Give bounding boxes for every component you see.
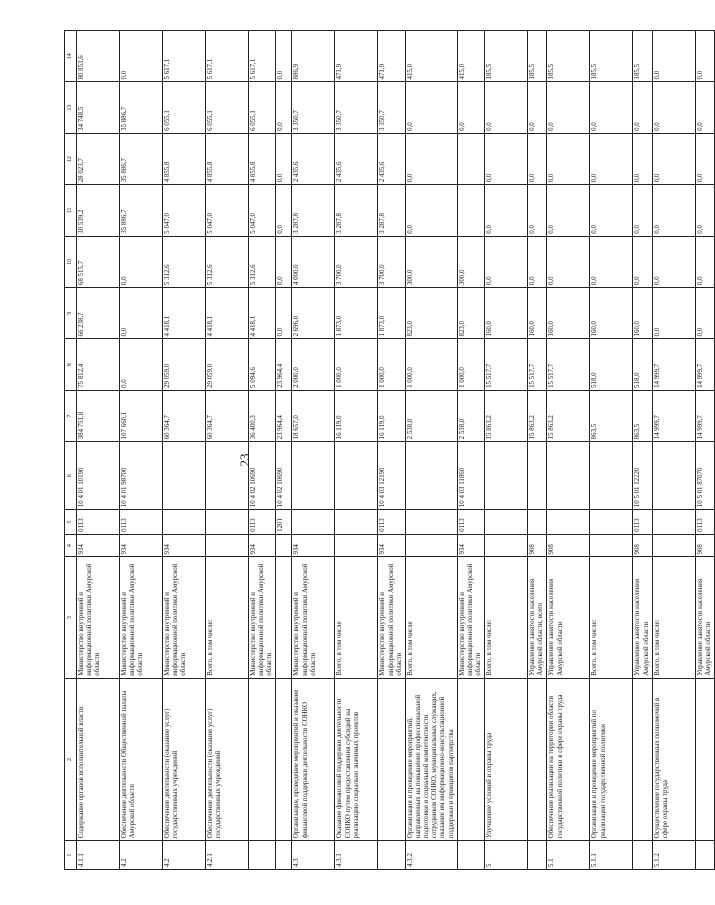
cell-v12: 4 855,8 — [163, 133, 206, 184]
cell-v12: 0,0 — [485, 133, 528, 184]
cell-name — [276, 678, 292, 840]
column-number-13: 13 — [65, 82, 77, 133]
cell-grbs: 908 — [695, 534, 714, 557]
column-number-8: 8 — [65, 339, 77, 390]
cell-grbs — [590, 534, 633, 557]
cell-v13: 0,0 — [457, 82, 484, 133]
cell-v14: 0,0 — [695, 31, 714, 82]
cell-v10: 3 700,0 — [335, 236, 378, 287]
cell-v7: 14 999,7 — [652, 390, 695, 441]
column-number-12: 12 — [65, 133, 77, 184]
cell-grbs: 908 — [528, 534, 547, 557]
budget-table-scan — [64, 30, 712, 870]
cell-v11: 5 047,0 — [249, 185, 276, 236]
cell-v8: 29 059,0 — [163, 339, 206, 390]
cell-csr: 10 4 01 98700 — [120, 442, 163, 510]
cell-name — [633, 678, 652, 840]
cell-grbs — [652, 534, 695, 557]
cell-v13: 6 055,1 — [249, 82, 276, 133]
cell-v11: 0,0 — [652, 185, 695, 236]
cell-id — [695, 841, 714, 870]
cell-name — [378, 678, 405, 840]
cell-v14: 0,0 — [120, 31, 163, 82]
cell-v14: 5 617,1 — [163, 31, 206, 82]
cell-v14: 5 617,1 — [206, 31, 249, 82]
cell-rzpr — [590, 510, 633, 535]
cell-v12: 35 886,7 — [120, 133, 163, 184]
cell-v12 — [457, 133, 484, 184]
rotated-table-container — [64, 30, 712, 870]
cell-grbs — [485, 534, 528, 557]
cell-v8: 15 517,7 — [485, 339, 528, 390]
cell-id — [633, 841, 652, 870]
cell-exec: Всего, в том числе: — [652, 557, 695, 678]
cell-rzpr — [206, 510, 249, 535]
cell-v14: 80 853,6 — [77, 31, 120, 82]
cell-name: Организация, проведение мероприятий и оказание финансовой поддержки деятельности СОНКО — [292, 678, 335, 840]
table-row — [77, 31, 120, 870]
cell-csr: 10 4 03 12190 — [378, 442, 405, 510]
cell-v12: 2 435,6 — [335, 133, 378, 184]
cell-v13: 0,0 — [633, 82, 652, 133]
cell-id — [528, 841, 547, 870]
cell-id: 4.3.1 — [335, 841, 378, 870]
cell-v11: 5 047,0 — [163, 185, 206, 236]
cell-v10: 0,0 — [590, 236, 633, 287]
cell-v10: 4 000,0 — [292, 236, 335, 287]
cell-grbs: 934 — [457, 534, 484, 557]
cell-id: 4.2 — [163, 841, 206, 870]
column-number-1: 1 — [65, 841, 77, 870]
cell-v8: 15 517,7 — [528, 339, 547, 390]
cell-v9: 66 238,7 — [77, 288, 120, 339]
cell-grbs — [276, 534, 292, 557]
cell-rzpr — [547, 510, 590, 535]
cell-name: Организация и проведение мероприятий по реализации государственной политики — [590, 678, 633, 840]
cell-v14: 185,5 — [633, 31, 652, 82]
cell-v9: 160,0 — [590, 288, 633, 339]
cell-csr: 10 5 01 12220 — [633, 442, 652, 510]
cell-v14: 0,0 — [652, 31, 695, 82]
cell-v14: 471,9 — [378, 31, 405, 82]
table-row — [292, 31, 335, 870]
cell-v9: 160,0 — [485, 288, 528, 339]
cell-rzpr — [335, 510, 378, 535]
cell-v7: 16 119,0 — [335, 390, 378, 441]
cell-v10: 0,0 — [547, 236, 590, 287]
cell-v11: 5 047,0 — [206, 185, 249, 236]
cell-v8: 1 000,0 — [378, 339, 405, 390]
cell-v7: 16 119,0 — [378, 390, 405, 441]
cell-v13: 3 350,7 — [378, 82, 405, 133]
cell-exec: Всего, в том числе — [405, 557, 457, 678]
table-row — [405, 31, 457, 870]
column-number-14: 14 — [65, 31, 77, 82]
cell-v11: 3 287,8 — [335, 185, 378, 236]
cell-v10: 0,0 — [695, 236, 714, 287]
cell-v9: 823,0 — [457, 288, 484, 339]
cell-v8: 75 812,4 — [77, 339, 120, 390]
cell-exec: Всего, в том числе: — [485, 557, 528, 678]
cell-rzpr: 0113 — [120, 510, 163, 535]
cell-csr — [547, 442, 590, 510]
cell-v13: 35 886,7 — [120, 82, 163, 133]
cell-grbs: 934 — [378, 534, 405, 557]
column-number-7: 7 — [65, 390, 77, 441]
cell-v12: 0,0 — [276, 133, 292, 184]
cell-v8: 2 000,0 — [292, 339, 335, 390]
cell-v7: 23 964,4 — [276, 390, 292, 441]
cell-grbs: 908 — [547, 534, 590, 557]
cell-v7: 15 863,2 — [547, 390, 590, 441]
cell-id — [249, 841, 276, 870]
cell-v12: 0,0 — [590, 133, 633, 184]
cell-v10: 0,0 — [120, 236, 163, 287]
cell-v11: 0,0 — [528, 185, 547, 236]
cell-csr — [292, 442, 335, 510]
cell-v13: 6 055,1 — [206, 82, 249, 133]
cell-exec: Министерство внутренней и информационной политики Амурской области — [249, 557, 276, 678]
cell-exec: Всего, в том числе: — [206, 557, 249, 678]
cell-v11: 0,0 — [590, 185, 633, 236]
cell-csr: 10 4 02 10690 — [249, 442, 276, 510]
cell-name: Обеспечение деятельности (оказание услуг) государственных учреждений — [163, 678, 206, 840]
cell-v8: 5 094,6 — [249, 339, 276, 390]
cell-v8: 29 059,0 — [206, 339, 249, 390]
cell-v9: 0,0 — [695, 288, 714, 339]
cell-v11: 35 886,7 — [120, 185, 163, 236]
cell-csr — [405, 442, 457, 510]
cell-id: 4.3 — [292, 841, 335, 870]
cell-csr — [528, 442, 547, 510]
cell-v10: 0,0 — [485, 236, 528, 287]
cell-grbs — [405, 534, 457, 557]
cell-name: Обеспечение деятельности (оказание услуг) государственных учреждений — [206, 678, 249, 840]
cell-grbs: 934 — [292, 534, 335, 557]
cell-v12: 2 435,6 — [378, 133, 405, 184]
cell-id — [457, 841, 484, 870]
cell-id: 4.2 — [120, 841, 163, 870]
cell-v9: 4 418,1 — [206, 288, 249, 339]
cell-v14: 886,9 — [292, 31, 335, 82]
cell-v12: 0,0 — [405, 133, 457, 184]
cell-v11: 0,0 — [276, 185, 292, 236]
cell-v10: 0,0 — [652, 236, 695, 287]
cell-v8: 518,0 — [633, 339, 652, 390]
cell-v8: 1 000,0 — [457, 339, 484, 390]
cell-v12: 2 435,6 — [292, 133, 335, 184]
table-row — [163, 31, 206, 870]
table-row — [276, 31, 292, 870]
cell-grbs: 908 — [633, 534, 652, 557]
cell-v14: 185,5 — [485, 31, 528, 82]
cell-exec: Министерство внутренней и информационной политики Амурской области — [378, 557, 405, 678]
cell-v12: 0,0 — [528, 133, 547, 184]
cell-grbs: 934 — [120, 534, 163, 557]
cell-v10: 0,0 — [276, 236, 292, 287]
cell-v7: 15 863,2 — [528, 390, 547, 441]
cell-v13: 0,0 — [590, 82, 633, 133]
cell-name — [695, 678, 714, 840]
cell-v14: 0,0 — [276, 31, 292, 82]
cell-rzpr: 1201 — [276, 510, 292, 535]
table-row — [633, 31, 652, 870]
cell-rzpr: 0113 — [378, 510, 405, 535]
cell-v11: 0,0 — [695, 185, 714, 236]
cell-csr: 10 5 01 87070 — [695, 442, 714, 510]
table-body — [77, 31, 715, 870]
cell-rzpr — [292, 510, 335, 535]
cell-v12: 4 855,8 — [206, 133, 249, 184]
cell-grbs: 934 — [249, 534, 276, 557]
cell-rzpr: 0113 — [633, 510, 652, 535]
cell-v7: 2 538,0 — [457, 390, 484, 441]
cell-v8: 518,0 — [590, 339, 633, 390]
cell-exec: Министерство внутренней и информационной политики Амурской области — [120, 557, 163, 678]
cell-v11: 30 539,2 — [77, 185, 120, 236]
cell-csr: 10 4 01 10190 — [77, 442, 120, 510]
cell-name: Осуществление государственных полномочий в сфере охраны труда — [652, 678, 695, 840]
cell-v12: 0,0 — [695, 133, 714, 184]
cell-v13: 0,0 — [695, 82, 714, 133]
page-number: 23 — [237, 453, 252, 467]
cell-exec — [276, 557, 292, 678]
cell-rzpr: 0113 — [457, 510, 484, 535]
cell-exec: Всего, в том числе: — [590, 557, 633, 678]
cell-v12: 0,0 — [633, 133, 652, 184]
table-row — [249, 31, 276, 870]
cell-csr — [206, 442, 249, 510]
cell-v14: 471,9 — [335, 31, 378, 82]
cell-v10: 300,0 — [457, 236, 484, 287]
cell-name — [528, 678, 547, 840]
cell-v7: 15 863,2 — [485, 390, 528, 441]
cell-v10: 68 515,7 — [77, 236, 120, 287]
cell-v11: 0,0 — [547, 185, 590, 236]
column-number-10: 10 — [65, 236, 77, 287]
column-number-9: 9 — [65, 288, 77, 339]
cell-id: 5.1 — [547, 841, 590, 870]
cell-csr — [163, 442, 206, 510]
cell-name: Улучшение условий и охраны труда — [485, 678, 528, 840]
cell-grbs: 934 — [77, 534, 120, 557]
column-number-4: 4 — [65, 534, 77, 557]
cell-v9: 160,0 — [547, 288, 590, 339]
cell-v8: 15 517,7 — [547, 339, 590, 390]
cell-v9: 2 696,0 — [292, 288, 335, 339]
table-row — [120, 31, 163, 870]
table-row — [547, 31, 590, 870]
cell-v8: 14 999,7 — [652, 339, 695, 390]
cell-name — [249, 678, 276, 840]
cell-csr — [485, 442, 528, 510]
cell-v7: 36 400,3 — [249, 390, 276, 441]
cell-v8: 1 000,0 — [405, 339, 457, 390]
cell-v13: 3 350,7 — [335, 82, 378, 133]
cell-rzpr: 0113 — [695, 510, 714, 535]
cell-exec: Министерство внутренней и информационной политики Амурской области — [77, 557, 120, 678]
cell-id: 4.3.2 — [405, 841, 457, 870]
cell-v9: 1 873,0 — [378, 288, 405, 339]
cell-v11: 0,0 — [405, 185, 457, 236]
cell-rzpr — [485, 510, 528, 535]
cell-v9: 4 418,1 — [163, 288, 206, 339]
cell-name — [457, 678, 484, 840]
cell-exec: Министерство внутренней и информационной политики Амурской области — [292, 557, 335, 678]
cell-rzpr — [163, 510, 206, 535]
cell-v10: 5 312,6 — [163, 236, 206, 287]
cell-exec: Управление занятости населения Амурской области — [547, 557, 590, 678]
column-number-row — [65, 31, 77, 870]
cell-v11: 0,0 — [485, 185, 528, 236]
table-row — [528, 31, 547, 870]
cell-exec: Управление занятости населения Амурской области, всего — [528, 557, 547, 678]
cell-name: Содержание органов исполнительной власти — [77, 678, 120, 840]
table-row — [652, 31, 695, 870]
cell-v10: 3 700,0 — [378, 236, 405, 287]
cell-v11: 0,0 — [633, 185, 652, 236]
cell-v14: 415,0 — [457, 31, 484, 82]
cell-v13: 3 350,7 — [292, 82, 335, 133]
cell-v9: 160,0 — [633, 288, 652, 339]
table-row — [335, 31, 378, 870]
cell-v13: 0,0 — [405, 82, 457, 133]
table-row — [457, 31, 484, 870]
cell-csr — [652, 442, 695, 510]
cell-exec: Управление занятости населения Амурской области — [695, 557, 714, 678]
cell-v10: 0,0 — [633, 236, 652, 287]
cell-v10: 5 312,6 — [249, 236, 276, 287]
cell-v13: 0,0 — [547, 82, 590, 133]
cell-v13: 6 055,1 — [163, 82, 206, 133]
cell-id — [378, 841, 405, 870]
cell-v14: 185,5 — [528, 31, 547, 82]
cell-id: 5.1.2 — [652, 841, 695, 870]
cell-v12: 0,0 — [547, 133, 590, 184]
cell-v9: 823,0 — [405, 288, 457, 339]
cell-v14: 185,5 — [547, 31, 590, 82]
cell-grbs — [335, 534, 378, 557]
cell-v11: 3 287,8 — [292, 185, 335, 236]
cell-v7: 2 538,0 — [405, 390, 457, 441]
cell-v7: 863,5 — [590, 390, 633, 441]
cell-rzpr: 0113 — [77, 510, 120, 535]
cell-v7: 60 364,7 — [206, 390, 249, 441]
cell-v10: 5 312,6 — [206, 236, 249, 287]
cell-v7: 107 660,1 — [120, 390, 163, 441]
cell-v10: 0,0 — [528, 236, 547, 287]
cell-exec: Министерство внутренней и информационной политики Амурской области — [163, 557, 206, 678]
cell-rzpr — [652, 510, 695, 535]
cell-v12: 4 855,8 — [249, 133, 276, 184]
cell-v9: 4 418,1 — [249, 288, 276, 339]
cell-v13: 0,0 — [276, 82, 292, 133]
cell-grbs: 934 — [163, 534, 206, 557]
cell-csr: 10 4 03 11860 — [457, 442, 484, 510]
column-number-5: 5 — [65, 510, 77, 535]
cell-id: 5 — [485, 841, 528, 870]
column-number-2: 2 — [65, 678, 77, 840]
cell-csr: 10 4 02 10690 — [276, 442, 292, 510]
cell-grbs — [206, 534, 249, 557]
cell-v7: 60 364,7 — [163, 390, 206, 441]
cell-v13: 0,0 — [652, 82, 695, 133]
table-row — [378, 31, 405, 870]
cell-v13: 34 748,5 — [77, 82, 120, 133]
cell-v7: 384 751,8 — [77, 390, 120, 441]
table-row — [695, 31, 714, 870]
cell-v13: 0,0 — [485, 82, 528, 133]
cell-v9: 0,0 — [652, 288, 695, 339]
cell-v11: 3 287,8 — [378, 185, 405, 236]
cell-name: Обеспечение деятельности Общественной палаты Амурской области — [120, 678, 163, 840]
cell-v9: 160,0 — [528, 288, 547, 339]
cell-v10: 300,0 — [405, 236, 457, 287]
column-number-11: 11 — [65, 185, 77, 236]
cell-exec: Всего, в том числе — [335, 557, 378, 678]
table-row — [206, 31, 249, 870]
cell-rzpr — [528, 510, 547, 535]
cell-name: Оказание финансовой поддержки деятельности СОНКО путем предоставления субсидий на реализацию социально значимых проектов — [335, 678, 378, 840]
cell-v9: 0,0 — [120, 288, 163, 339]
cell-v7: 18 657,0 — [292, 390, 335, 441]
cell-v7: 14 999,7 — [695, 390, 714, 441]
cell-v14: 415,0 — [405, 31, 457, 82]
cell-v8: 23 964,4 — [276, 339, 292, 390]
cell-v11 — [457, 185, 484, 236]
cell-id — [276, 841, 292, 870]
cell-csr — [335, 442, 378, 510]
cell-v8: 0,0 — [120, 339, 163, 390]
cell-v8: 1 000,0 — [335, 339, 378, 390]
cell-v12: 0,0 — [652, 133, 695, 184]
cell-v8: 14 999,7 — [695, 339, 714, 390]
table-row — [485, 31, 528, 870]
column-number-6: 6 — [65, 442, 77, 510]
cell-v14: 185,5 — [590, 31, 633, 82]
column-number-3: 3 — [65, 557, 77, 678]
cell-exec: Управление занятости населения Амурской области — [633, 557, 652, 678]
cell-name: Организация и проведение мероприятий, направленных на повышение профессиональной подготовки и социальной компетентности сотрудников СОНКО, муниципальных служащих, оказание им информационно-консультационной поддержки и принципов партнерства — [405, 678, 457, 840]
cell-rzpr — [405, 510, 457, 535]
cell-id: 4.1.1 — [77, 841, 120, 870]
cell-v13: 0,0 — [528, 82, 547, 133]
cell-id: 4.2.1 — [206, 841, 249, 870]
cell-v14: 5 617,1 — [249, 31, 276, 82]
budget-allocation-table — [64, 30, 715, 870]
cell-exec: Министерство внутренней и информационной политики Амурской области — [457, 557, 484, 678]
cell-v9: 0,0 — [276, 288, 292, 339]
cell-v7: 863,5 — [633, 390, 652, 441]
cell-name: Обеспечение реализации на территории области государственной политики в сфере охраны труда — [547, 678, 590, 840]
cell-rzpr: 0113 — [249, 510, 276, 535]
cell-v9: 1 873,0 — [335, 288, 378, 339]
cell-id: 5.1.1 — [590, 841, 633, 870]
cell-v12: 28 023,7 — [77, 133, 120, 184]
cell-csr — [590, 442, 633, 510]
table-row — [590, 31, 633, 870]
